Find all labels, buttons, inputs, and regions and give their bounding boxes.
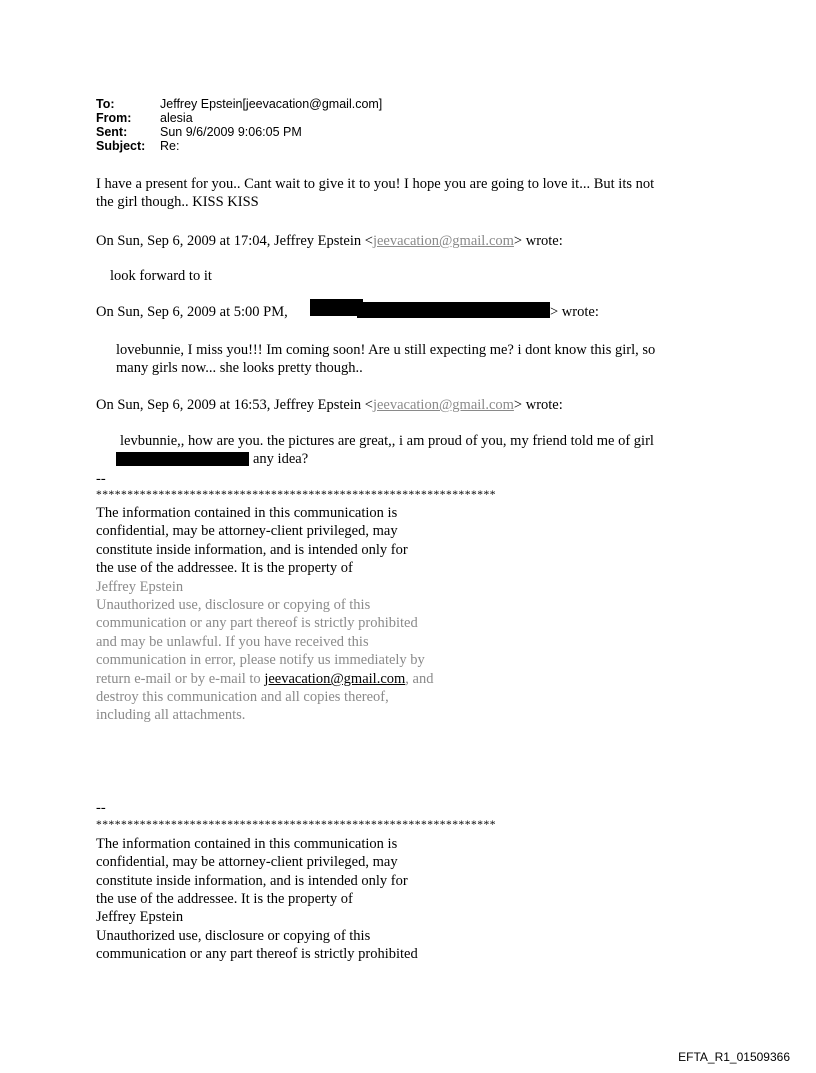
- sent-label: Sent:: [96, 125, 128, 139]
- reply-1: look forward to it: [110, 268, 212, 284]
- disclaimer-line: communication or any part thereof is strictly prohibited: [96, 615, 418, 631]
- signature-separator: --: [96, 471, 106, 487]
- message-3-line-2: any idea?: [253, 451, 309, 467]
- disclaimer-line: Jeffrey Epstein: [96, 909, 184, 925]
- disclaimer-line: constitute inside information, and is intended only for: [96, 542, 408, 558]
- disclaimer-line: destroy this communication and all copies thereof,: [96, 689, 389, 705]
- disclaimer-line: confidential, may be attorney-client privileged, may: [96, 854, 398, 870]
- disclaimer-line: and may be unlawful. If you have received this: [96, 634, 369, 650]
- disclaimer-line: communication or any part thereof is strictly prohibited: [96, 946, 418, 962]
- disclaimer-line: communication in error, please notify us immediately by: [96, 652, 425, 668]
- disclaimer-line: [96, 670, 433, 688]
- quote-header-2-suffix: > wrote:: [550, 304, 599, 320]
- message-2-line-2: many girls now... she looks pretty though..: [116, 360, 363, 376]
- disclaimer-line: confidential, may be attorney-client privileged, may: [96, 523, 398, 539]
- sent-row: [96, 125, 382, 139]
- disclaimer-line-suffix: , and: [405, 671, 434, 687]
- quote-header-1: [96, 232, 563, 250]
- from-label: From:: [96, 111, 132, 125]
- disclaimer-line: the use of the addressee. It is the property of: [96, 891, 353, 907]
- sent-value: Sun 9/6/2009 9:06:05 PM: [160, 125, 302, 139]
- to-value: Jeffrey Epstein[jeevacation@gmail.com]: [160, 97, 383, 111]
- quote-header-3-email-link[interactable]: jeevacation@gmail.com: [372, 397, 514, 413]
- subject-row: [96, 139, 382, 153]
- quote-header-1-prefix: On Sun, Sep 6, 2009 at 17:04, Jeffrey Epstein <: [96, 233, 373, 249]
- asterisk-divider: ****************************************************************: [96, 489, 496, 501]
- redaction-block: [310, 299, 363, 316]
- disclaimer-line: constitute inside information, and is intended only for: [96, 873, 408, 889]
- disclaimer-line-prefix: return e-mail or by e-mail to: [96, 671, 265, 687]
- redaction-block: [357, 302, 550, 318]
- quote-header-1-email-link[interactable]: jeevacation@gmail.com: [372, 233, 514, 249]
- subject-label: Subject:: [96, 139, 146, 153]
- disclaimer-line: The information contained in this communication is: [96, 836, 398, 852]
- message-1-line-1: I have a present for you.. Cant wait to give it to you! I hope you are going to love it... But its not: [96, 176, 655, 192]
- disclaimer-line: the use of the addressee. It is the property of: [96, 560, 353, 576]
- quote-header-3: [96, 396, 563, 414]
- email-header: [96, 97, 382, 153]
- disclaimer-email-link[interactable]: jeevacation@gmail.com: [264, 671, 406, 687]
- message-3-line-1: levbunnie,, how are you. the pictures are great,, i am proud of you, my friend told me of girl: [120, 433, 654, 449]
- disclaimer-line: including all attachments.: [96, 707, 246, 723]
- quote-header-2-prefix: On Sun, Sep 6, 2009 at 5:00 PM,: [96, 304, 288, 320]
- document-id: EFTA_R1_01509366: [678, 1050, 790, 1064]
- quote-header-1-suffix: > wrote:: [513, 233, 563, 249]
- to-row: [96, 97, 382, 111]
- from-value: alesia: [160, 111, 193, 125]
- message-1-line-2: the girl though.. KISS KISS: [96, 194, 259, 210]
- asterisk-divider: ****************************************************************: [96, 819, 496, 831]
- to-label: To:: [96, 97, 115, 111]
- quote-header-3-suffix: > wrote:: [513, 397, 563, 413]
- disclaimer-line: Unauthorized use, disclosure or copying of this: [96, 928, 371, 944]
- disclaimer-line: Jeffrey Epstein: [96, 579, 184, 595]
- disclaimer-line: The information contained in this communication is: [96, 505, 398, 521]
- from-row: [96, 111, 382, 125]
- subject-value: Re:: [160, 139, 180, 153]
- redaction-block: [116, 452, 249, 466]
- disclaimer-line: Unauthorized use, disclosure or copying of this: [96, 597, 371, 613]
- quote-header-3-prefix: On Sun, Sep 6, 2009 at 16:53, Jeffrey Epstein <: [96, 397, 373, 413]
- quote-header-2: [96, 303, 288, 321]
- signature-separator: --: [96, 800, 106, 816]
- message-2-line-1: lovebunnie, I miss you!!! Im coming soon! Are u still expecting me? i dont know this girl, so: [116, 342, 656, 358]
